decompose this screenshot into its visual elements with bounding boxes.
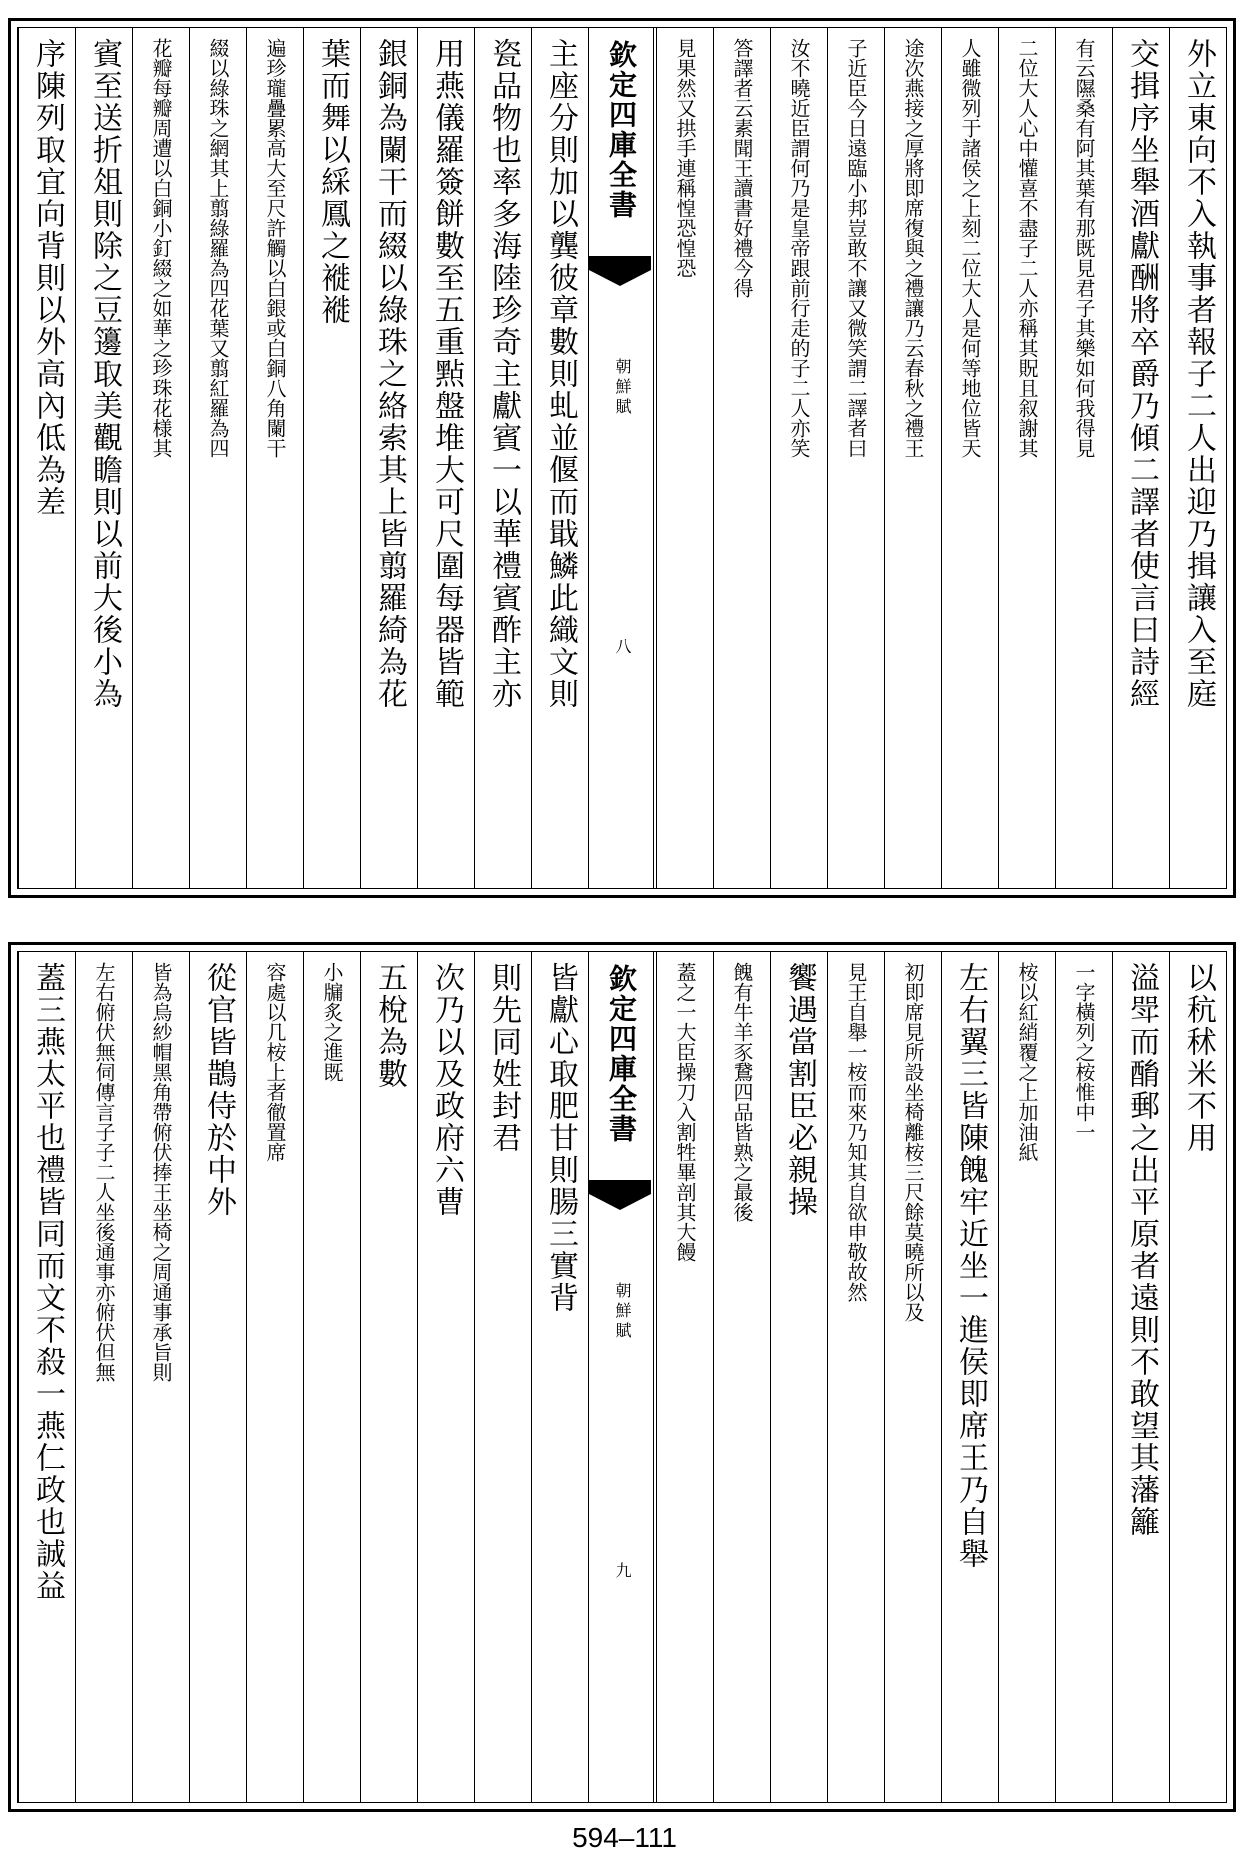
text-column (770, 952, 827, 1802)
text-column (827, 952, 884, 1802)
column-text: 小牖炙之進既 (320, 962, 344, 1082)
chapter-title: 朝鮮賦 (613, 1282, 632, 1342)
column-text: 饗遇當割臣必親操 (782, 962, 817, 1218)
text-column (132, 28, 189, 888)
text-column (303, 952, 360, 1802)
text-column (998, 952, 1055, 1802)
upper-leaf-frame (17, 27, 1227, 889)
column-text: 序陳列取宜向背則以外高內低為差 (30, 38, 65, 518)
book-title: 欽定四庫全書 (605, 964, 638, 1144)
text-column (417, 952, 474, 1802)
text-column (246, 28, 303, 888)
column-text: 子近臣今日遠臨小邦豈敢不讓又微笑謂二譯者曰 (844, 38, 868, 458)
lower-left-text-block (18, 952, 588, 1802)
column-text: 主座分則加以龔彼章數則虬並偃而戢鱗此織文則 (543, 38, 578, 710)
text-column (474, 28, 531, 888)
lower-leaf-frame (17, 951, 1227, 1803)
column-text: 皆獻心取肥甘則腸三實背 (543, 962, 578, 1314)
text-column (531, 28, 588, 888)
column-text: 二位大人心中懽喜不盡子二人亦稱其貺且叙謝其 (1015, 38, 1039, 458)
page-number: 594–111 (572, 1822, 677, 1853)
book-title: 欽定四庫全書 (605, 40, 638, 220)
column-text: 賓至送折俎則除之豆籩取美觀瞻則以前大後小為 (87, 38, 122, 710)
column-text: 人雖微列于諸侯之上刻二位大人是何等地位皆天 (958, 38, 982, 458)
column-text: 容處以几桉上者徹置席 (263, 962, 287, 1162)
text-column (18, 28, 75, 888)
chapter-title: 朝鮮賦 (613, 358, 632, 418)
text-column (941, 952, 998, 1802)
folio-number: 八 (613, 638, 632, 654)
center-fold (588, 952, 654, 1802)
text-column (656, 28, 713, 888)
column-text: 初即席見所設坐椅離桉三尺餘莫曉所以及 (901, 962, 925, 1322)
text-column (189, 28, 246, 888)
text-column (827, 28, 884, 888)
text-column (1055, 28, 1112, 888)
column-text: 一字橫列之桉惟中一 (1072, 962, 1096, 1142)
column-text: 皆為烏紗帽黑角帶俯伏捧王坐椅之周通事承旨則 (149, 962, 173, 1382)
column-text: 外立東向不入執事者報子二人出迎乃揖讓入至庭 (1181, 38, 1216, 710)
column-text: 瓷品物也率多海陸珍奇主獻賓一以華禮賓酢主亦 (486, 38, 521, 710)
fishtail-mark-icon (589, 1180, 651, 1214)
column-text: 見果然又拱手連稱惶恐惶恐 (673, 38, 697, 278)
column-text: 次乃以及政府六曹 (429, 962, 464, 1218)
column-text: 葉而舞以綵鳳之褷褷 (315, 38, 350, 326)
text-column (1055, 952, 1112, 1802)
center-fold (588, 28, 654, 888)
column-text: 以秔秫米不用 (1181, 962, 1216, 1154)
upper-leaf (8, 18, 1236, 898)
text-column (132, 952, 189, 1802)
text-column (1112, 28, 1169, 888)
column-text: 左右翼三皆陳餽牢近坐一進侯即席王乃自舉 (953, 962, 988, 1570)
column-text: 溢斝而酳郵之出平原者遠則不敢望其藩籬 (1124, 962, 1159, 1538)
text-column (656, 952, 713, 1802)
text-column (75, 952, 132, 1802)
text-column (884, 28, 941, 888)
text-column (941, 28, 998, 888)
column-text: 桉以紅綃覆之上加油紙 (1015, 962, 1039, 1162)
text-column (417, 28, 474, 888)
text-column (474, 952, 531, 1802)
text-column (998, 28, 1055, 888)
text-column (75, 28, 132, 888)
text-column (246, 952, 303, 1802)
text-column (713, 952, 770, 1802)
column-text: 有云隰桑有阿其葉有那既見君子其樂如何我得見 (1072, 38, 1096, 458)
lower-leaf (8, 942, 1236, 1812)
column-text: 答譯者云素聞王讀書好禮今得 (730, 38, 754, 298)
text-column (18, 952, 75, 1802)
text-column (189, 952, 246, 1802)
text-column (713, 28, 770, 888)
column-text: 五梲為數 (372, 962, 407, 1090)
text-column (1112, 952, 1169, 1802)
upper-left-text-block (18, 28, 588, 888)
folio-number: 九 (613, 1562, 632, 1578)
column-text: 途次燕接之厚將即席復與之禮讓乃云春秋之禮王 (901, 38, 925, 458)
text-column (1169, 28, 1226, 888)
column-text: 汝不曉近臣謂何乃是皇帝跟前行走的子二人亦笑 (787, 38, 811, 458)
lower-right-text-block (656, 952, 1226, 1802)
column-text: 交揖序坐舉酒獻酬將卒爵乃傾二譯者使言曰詩經 (1124, 38, 1159, 710)
text-column (1169, 952, 1226, 1802)
upper-right-text-block (656, 28, 1226, 888)
text-column (360, 28, 417, 888)
column-text: 從官皆鵲侍於中外 (201, 962, 236, 1218)
text-column (884, 952, 941, 1802)
column-text: 見王自舉一桉而來乃知其自欲申敬故然 (844, 962, 868, 1302)
column-text: 銀銅為闌干而綴以綠珠之絡索其上皆翦羅綺為花 (372, 38, 407, 710)
column-text: 餽有牛羊豕鵞四品皆熟之最後 (730, 962, 754, 1222)
text-column (531, 952, 588, 1802)
column-text: 蓋之一大臣操刀入割牲畢剖其大饅 (673, 962, 697, 1262)
text-column (303, 28, 360, 888)
fishtail-mark-icon (589, 256, 651, 290)
column-text: 則先同姓封君 (486, 962, 521, 1154)
column-text: 花瓣每瓣周遭以白銅小釘綴之如華之珍珠花様其 (149, 38, 173, 458)
text-column (770, 28, 827, 888)
column-text: 綴以綠珠之網其上翦綠羅為四花葉又翦紅羅為四 (206, 38, 230, 458)
column-text: 左右俯伏無伺傳言子子二人坐後通事亦俯伏但無 (92, 962, 116, 1382)
column-text: 蓋三燕太平也禮皆同而文不殺一燕仁政也誠益 (30, 962, 65, 1602)
column-text: 用燕儀羅簽餅數至五重㸃盤堆大可尺圍每器皆範 (429, 38, 464, 710)
column-text: 遍珍瓏疊累高大至尺許觸以白銀或白銅八角闌干 (263, 38, 287, 458)
text-column (360, 952, 417, 1802)
